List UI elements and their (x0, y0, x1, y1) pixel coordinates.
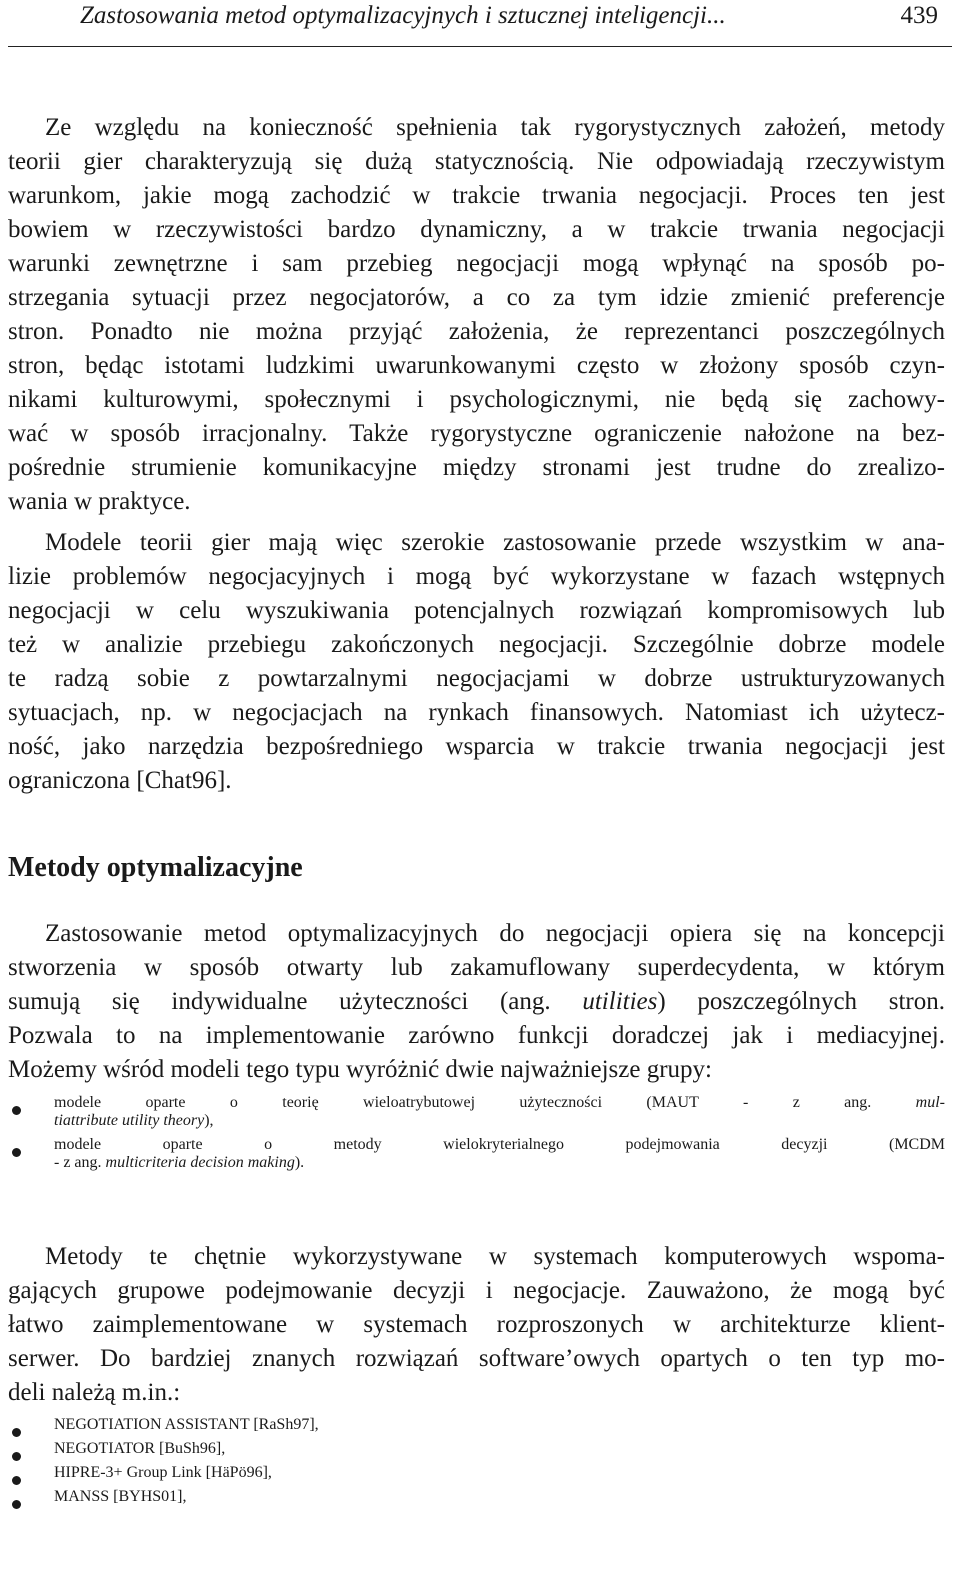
page-number: 439 (900, 2, 938, 29)
text-run: ) poszczególnych stron. (657, 988, 945, 1015)
text-run: modele oparte o teorię wieloatrybutowej użyteczności (MAUT - z ang. (54, 1094, 916, 1111)
paragraph-line: Modele teorii gier mają więc szerokie zastosowanie przede wszystkim w ana- (45, 529, 945, 556)
list-item-text: NEGOTIATOR [BuSh96], (54, 1440, 226, 1457)
running-header (8, 0, 952, 47)
paragraph-line: negocjacji w celu wyszukiwania potencjalnych rozwiązań kompromisowych lub (8, 597, 945, 624)
paragraph-line: Możemy wśród modeli tego typu wyróżnić dwie najważniejsze grupy: (8, 1056, 712, 1083)
list-item-text: MANSS [BYHS01], (54, 1488, 187, 1505)
list-item (8, 1464, 945, 1482)
list-item (8, 1094, 945, 1130)
list-item-line: modele oparte o metody wielokryterialnego podejmowania decyzji (MCDM (54, 1136, 945, 1153)
paragraph-line: gających grupowe podejmowanie decyzji i negocjacje. Zauważono, że mogą być (8, 1277, 945, 1304)
list-item-line (8, 1094, 945, 1112)
paragraph-line: lizie problemów negocjacyjnych i mogą być wykorzystane w fazach wstępnych (8, 563, 945, 590)
paragraph-line: warunki zewnętrzne i sam przebieg negocjacji mogą wpłynąć na sposób po- (8, 250, 945, 277)
term-utilities: utilities (582, 988, 658, 1015)
software-list (8, 1416, 945, 1506)
text-run-italic: mul- (915, 1094, 945, 1111)
list-item (8, 1136, 945, 1172)
paragraph-line: strzegania sytuacji przez negocjatorów, a co za tym idzie zmienić preferencje (8, 284, 945, 311)
paragraph-line: Metody te chętnie wykorzystywane w systemach komputerowych wspoma- (45, 1243, 945, 1270)
paragraph-line: warunkom, jakie mogą zachodzić w trakcie trwania negocjacji. Proces ten jest (8, 182, 945, 209)
list-item-text: NEGOTIATION ASSISTANT [RaSh97], (54, 1416, 319, 1433)
list-item-text: HIPRE-3+ Group Link [HäPö96], (54, 1464, 272, 1481)
paragraph-line: te radzą sobie z powtarzalnymi negocjacjami w dobrze ustrukturyzowanych (8, 665, 945, 692)
paragraph-line: wać w sposób irracjonalny. Także rygorystyczne ograniczenie nałożone na bez- (8, 420, 945, 447)
text-run: ). (294, 1154, 305, 1171)
list-item-line (8, 1112, 945, 1130)
paragraph-1 (8, 111, 945, 519)
text-run-italic: multicriteria decision making (105, 1154, 295, 1171)
paragraph-line: wania w praktyce. (8, 488, 191, 515)
text-run: sumują się indywidualne użyteczności (ang. (8, 988, 583, 1015)
bullet-icon (12, 1148, 21, 1157)
bullet-icon (12, 1106, 21, 1115)
list-item (8, 1440, 945, 1458)
paragraph-line: stron. Ponadto nie można przyjąć założenia, że reprezentanci poszczególnych (8, 318, 945, 345)
paragraph-line: ność, jako narzędzia bezpośredniego wsparcia w trakcie trwania negocjacji jest (8, 733, 945, 760)
running-title: Zastosowania metod optymalizacyjnych i sztucznej inteligencji... (80, 2, 726, 29)
paragraph-line (8, 985, 945, 1019)
paragraph-line: serwer. Do bardziej znanych rozwiązań software’owych opartych o ten typ mo- (8, 1345, 945, 1372)
paragraph-line: też w analizie przebiegu zakończonych negocjacji. Szczególnie dobrze modele (8, 631, 945, 658)
paragraph-line: bowiem w rzeczywistości bardzo dynamiczny, a w trakcie trwania negocjacji (8, 216, 945, 243)
bullet-icon (12, 1452, 21, 1461)
paragraph-line: Pozwala to na implementowanie zarówno funkcji doradczej jak i mediacyjnej. (8, 1022, 945, 1049)
list-item (8, 1416, 945, 1434)
paragraph-3 (8, 917, 945, 1087)
paragraph-line: Zastosowanie metod optymalizacyjnych do negocjacji opiera się na koncepcji (45, 920, 945, 947)
paragraph-line: stworzenia w sposób otwarty lub zakamuflowany superdecydenta, w którym (8, 954, 945, 981)
paragraph-line: nikami kulturowymi, społecznymi i psychologicznymi, nie będą się zachowy- (8, 386, 945, 413)
section-heading: Metody optymalizacyjne (8, 852, 303, 883)
text-run: - z ang. (54, 1154, 106, 1171)
method-groups-list (8, 1094, 945, 1172)
bullet-icon (12, 1428, 21, 1437)
paragraph-4 (8, 1240, 945, 1410)
bullet-icon (12, 1500, 21, 1509)
list-item-line (8, 1154, 945, 1172)
list-item (8, 1488, 945, 1506)
text-run-italic: tiattribute utility theory (54, 1112, 205, 1129)
paragraph-line: sytuacjach, np. w negocjacjach na rynkach finansowych. Natomiast ich użytecz- (8, 699, 945, 726)
paragraph-line: ograniczona [Chat96]. (8, 767, 232, 794)
paragraph-line: pośrednie strumienie komunikacyjne między stronami jest trudne do zrealizo- (8, 454, 945, 481)
paragraph-line: Ze względu na konieczność spełnienia tak rygorystycznych założeń, metody (45, 114, 945, 141)
text-run: ), (204, 1112, 214, 1129)
paragraph-line: stron, będąc istotami ludzkimi uwarunkowanymi często w złożony sposób czyn- (8, 352, 945, 379)
paragraph-line: deli należą m.in.: (8, 1379, 181, 1406)
paragraph-line: łatwo zaimplementowane w systemach rozproszonych w architekturze klient- (8, 1311, 945, 1338)
paragraph-line: teorii gier charakteryzują się dużą statycznością. Nie odpowiadają rzeczywistym (8, 148, 945, 175)
bullet-icon (12, 1476, 21, 1485)
paragraph-2 (8, 526, 945, 798)
